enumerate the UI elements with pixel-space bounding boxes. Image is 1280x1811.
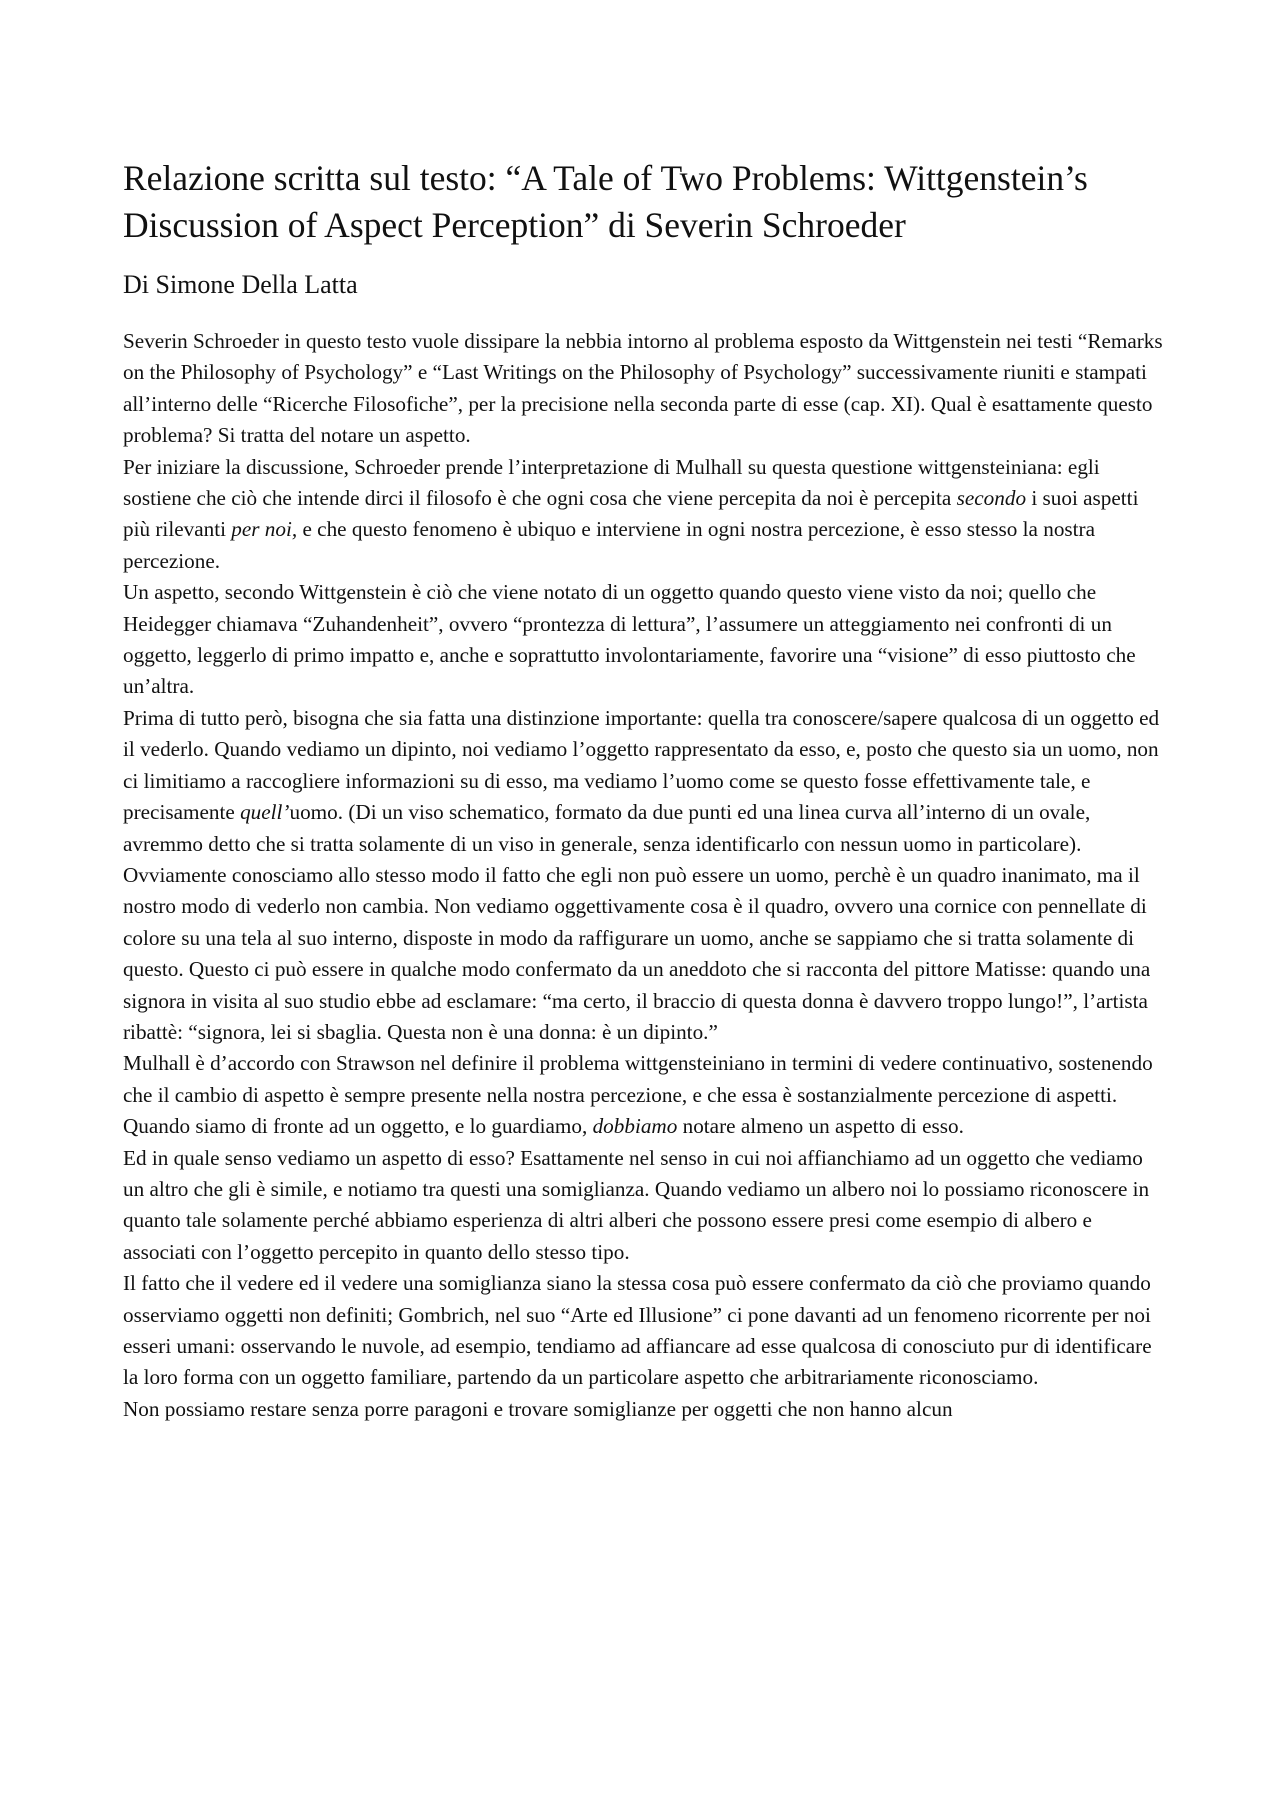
- paragraph-text: Il fatto che il vedere ed il vedere una somiglianza siano la stessa cosa può essere confermato da ciò che proviamo quando osserviamo oggetti non definiti; Gombrich, nel suo “Arte ed Illusione” ci pone davanti ad un fenomeno ricorrente per noi esseri umani: osservando le nuvole, ad esempio, tendiamo ad affiancare ad esse qualcosa di conosciuto pur di identificare la loro forma con un oggetto familiare, partendo da un particolare aspetto che arbitrariamente riconosciamo.: [123, 1271, 1152, 1390]
- italic-text: dobbiamo: [592, 1114, 678, 1139]
- document-author: Di Simone Della Latta: [123, 270, 358, 299]
- italic-text: secondo: [956, 486, 1027, 511]
- paragraph-text: i suoi aspetti più rilevanti: [123, 486, 1139, 542]
- document-page: [123, 155, 1165, 1425]
- paragraph-text: notare almeno un aspetto di esso.: [677, 1114, 964, 1139]
- paragraph-text: Mulhall è d’accordo con Strawson nel definire il problema wittgensteiniano in termini di vedere continuativo, sostenendo che il cambio di aspetto è sempre presente nella nostra percezione, e che essa è sostanzialmente percezione di aspetti. Quando siamo di fronte ad un oggetto, e lo guardiamo,: [123, 1051, 1153, 1139]
- paragraph-text: uomo. (Di un viso schematico, formato da due punti ed una linea curva all’interno di un ovale, avremmo detto che si tratta solamente di un viso in generale, senza identificarlo con nessun uomo in particolare). Ovviamente conosciamo allo stesso modo il fatto che egli non può essere un uomo, perchè è un quadro inanimato, ma il nostro modo di vederlo non cambia. Non vediamo oggettivamente cosa è il quadro, ovvero una cornice con pennellate di colore su una tela al suo interno, disposte in modo da raffigurare un uomo, anche se sappiamo che si tratta solamente di questo. Questo ci può essere in qualche modo confermato da un aneddoto che si racconta del pittore Matisse: quando una signora in visita al suo studio ebbe ad esclamare: “ma certo, il braccio di questa donna è davvero troppo lungo!”, l’artista ribattè: “signora, lei si sbaglia. Questa non è una donna: è un dipinto.”: [123, 800, 1151, 1044]
- italic-text: quell’: [240, 800, 290, 825]
- document-title: Relazione scritta sul testo: “A Tale of Two Problems: Wittgenstein’s Discussion of Aspect Perception” di Severin Schroeder: [123, 158, 1088, 245]
- paragraph-text: Un aspetto, secondo Wittgenstein è ciò che viene notato di un oggetto quando questo viene visto da noi; quello che Heidegger chiamava “Zuhandenheit”, ovvero “prontezza di lettura”, l’assumere un atteggiamento nei confronti di un oggetto, leggerlo di primo impatto e, anche e soprattutto involontariamente, favorire una “visione” di esso piuttosto che un’altra.: [123, 580, 1136, 699]
- paragraph: [123, 1394, 1165, 1425]
- paragraph: [123, 452, 1165, 578]
- paragraph-text: e che questo fenomeno è ubiquo e interviene in ogni nostra percezione, è esso stesso la nostra percezione.: [123, 517, 1095, 573]
- paragraph: [123, 1143, 1165, 1269]
- paragraph: [123, 577, 1165, 703]
- paragraph: [123, 1268, 1165, 1394]
- paragraph-text: Non possiamo restare senza porre paragoni e trovare somiglianze per oggetti che non hanno alcun: [123, 1396, 953, 1421]
- document-body: [123, 326, 1165, 1425]
- paragraph-text: Severin Schroeder in questo testo vuole dissipare la nebbia intorno al problema esposto da Wittgenstein nei testi “Remarks on the Philosophy of Psychology” e “Last Writings on the Philosophy of Psychology” successivamente riuniti e stampati all’interno delle “Ricerche Filosofiche”, per la precisione nella seconda parte di esse (cap. XI). Qual è esattamente questo problema? Si tratta del notare un aspetto.: [123, 329, 1163, 448]
- paragraph: [123, 1048, 1165, 1142]
- paragraph-text: Ed in quale senso vediamo un aspetto di esso? Esattamente nel senso in cui noi affianchiamo ad un oggetto che vediamo un altro che gli è simile, e notiamo tra questi una somiglianza. Quando vediamo un albero noi lo possiamo riconoscere in quanto tale solamente perché abbiamo esperienza di altri alberi che possono essere presi come esempio di albero e associati con l’oggetto percepito in quanto dello stesso tipo.: [123, 1145, 1150, 1264]
- paragraph-text: Per iniziare la discussione, Schroeder prende l’interpretazione di Mulhall su questa questione wittgensteiniana: egli sostiene che ciò che intende dirci il filosofo è che ogni cosa che viene percepita da noi è percepita: [123, 454, 1100, 511]
- paragraph-text: Prima di tutto però, bisogna che sia fatta una distinzione importante: quella tra conoscere/sapere qualcosa di un oggetto ed il vederlo. Quando vediamo un dipinto, noi vediamo l’oggetto rappresentato da esso, e, posto che questo sia un uomo, non ci limitiamo a raccogliere informazioni su di esso, ma vediamo l’uomo come se questo fosse effettivamente tale, e precisamente: [123, 705, 1160, 825]
- italic-text: per noi,: [231, 517, 298, 542]
- paragraph: [123, 703, 1165, 1048]
- paragraph: [123, 326, 1165, 452]
